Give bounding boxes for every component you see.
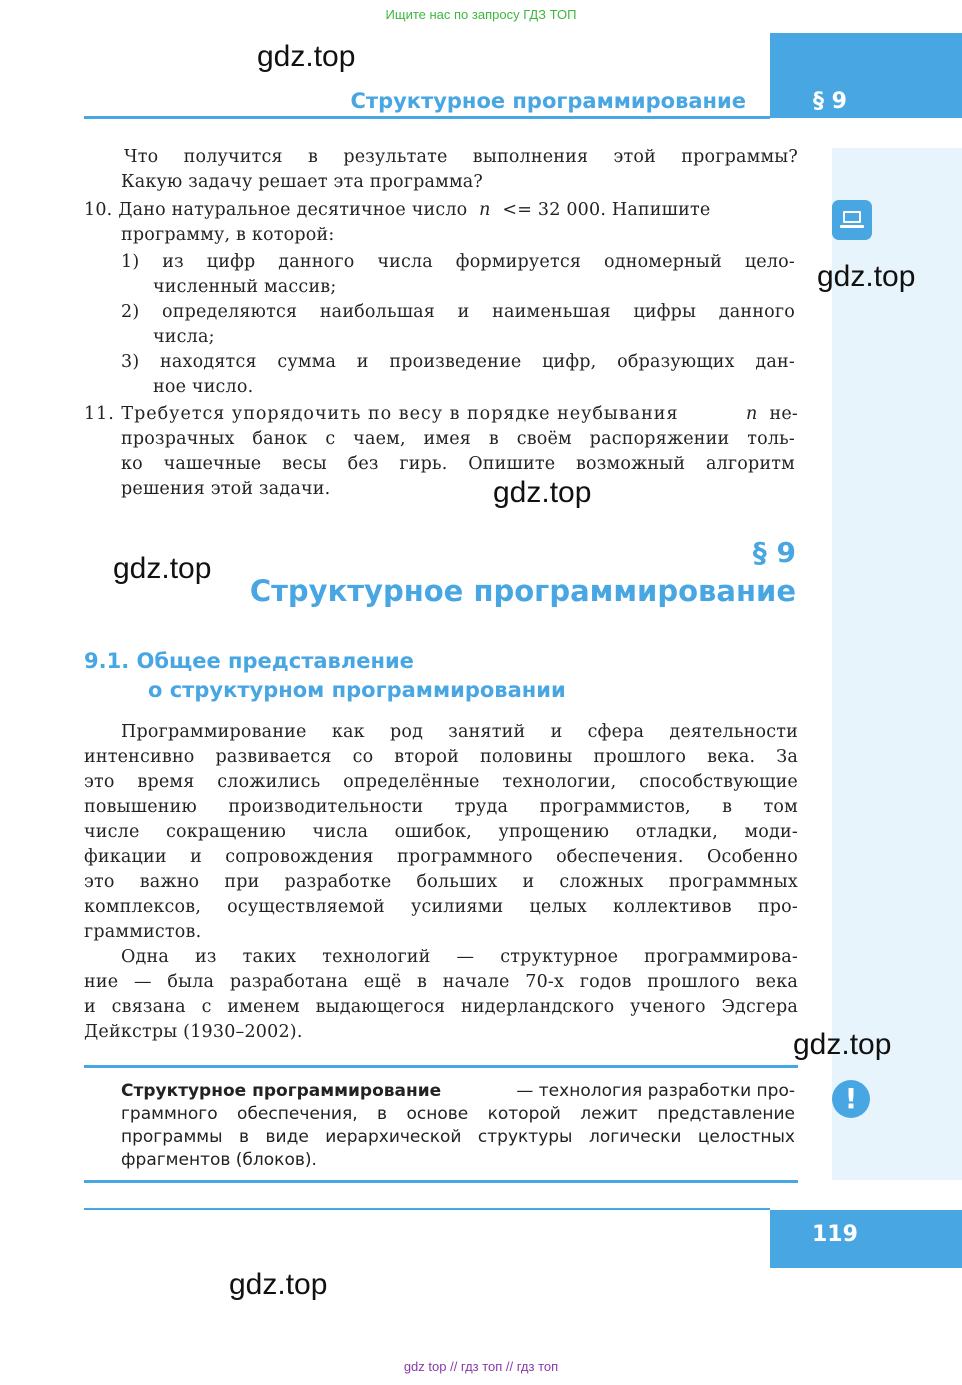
watermark: gdz.top bbox=[229, 1268, 328, 1301]
margin-strip bbox=[832, 148, 962, 1180]
definition-term: Структурное программирование bbox=[121, 1081, 442, 1101]
running-header-section: § 9 bbox=[813, 89, 847, 114]
watermark: gdz.top bbox=[113, 552, 212, 585]
variable-n: n bbox=[745, 404, 758, 424]
running-header-title: Структурное программирование bbox=[350, 89, 746, 113]
exercise-line: программу, в которой: bbox=[121, 225, 335, 245]
paragraph-line: интенсивно развивается со второй половины прошлого века. За bbox=[84, 747, 798, 767]
exercise-line: 1) из цифр данного числа формируется одномерный цело- bbox=[121, 252, 795, 272]
exercise-text: <= 32 000. Напишите bbox=[502, 200, 711, 220]
paragraph-line: комплексов, осуществляемой усилиями целых коллективов про- bbox=[84, 897, 798, 917]
definition-line: программы в виде иерархической структуры логически целостных bbox=[121, 1127, 795, 1147]
top-search-note: Ищите нас по запросу ГДЗ ТОП bbox=[385, 7, 577, 22]
computer-icon bbox=[832, 200, 872, 240]
paragraph-line: повышению производительности труда программистов, в том bbox=[84, 797, 798, 817]
page-number: 119 bbox=[812, 1222, 858, 1247]
definition-bottom-rule bbox=[84, 1180, 798, 1183]
paragraph-line: Программирование как род занятий и сфера деятельности bbox=[121, 722, 798, 742]
variable-n: n bbox=[479, 200, 491, 220]
exercise-line: 3) находятся сумма и произведение цифр, образующих дан- bbox=[121, 352, 795, 372]
section-title: Структурное программирование bbox=[249, 574, 796, 608]
exercise-line: ное число. bbox=[153, 377, 254, 397]
paragraph-line: Одна из таких технологий — структурное программирова- bbox=[121, 947, 798, 967]
definition-line: фрагментов (блоков). bbox=[121, 1150, 317, 1170]
paragraph-line: граммистов. bbox=[84, 922, 202, 942]
exercise-text: не- bbox=[769, 404, 798, 424]
watermark: gdz.top bbox=[817, 260, 916, 293]
watermark: gdz.top bbox=[493, 476, 592, 509]
exercise-line: Что получится в результате выполнения этой программы? bbox=[124, 147, 798, 167]
paragraph-line: Дейкстры (1930–2002). bbox=[84, 1022, 303, 1042]
paragraph-line: это важно при разработке больших и сложных программных bbox=[84, 872, 798, 892]
watermark: gdz.top bbox=[793, 1028, 892, 1061]
exercise-text: 10. Дано натуральное десятичное число bbox=[84, 200, 468, 220]
exercise-line: ко чашечные весы без гирь. Опишите возможный алгоритм bbox=[121, 454, 795, 474]
paragraph-line: и связана с именем выдающегося нидерландского ученого Эдсгера bbox=[84, 997, 798, 1017]
definition-line: граммного обеспечения, в основе которой лежит представление bbox=[121, 1104, 795, 1124]
exercise-line: числа; bbox=[153, 327, 215, 347]
paragraph-line: ние — была разработана ещё в начале 70-х годов прошлого века bbox=[84, 972, 798, 992]
header-rule bbox=[84, 116, 770, 119]
paragraph-line: это время сложились определённые технологии, способствующие bbox=[84, 772, 798, 792]
definition-text: — технология разработки про- bbox=[516, 1081, 795, 1101]
exercise-line: прозрачных банок с чаем, имея в своём распоряжении толь- bbox=[121, 429, 795, 449]
exclamation-icon: ! bbox=[832, 1080, 870, 1118]
exercise-line: 2) определяются наибольшая и наименьшая цифры данного bbox=[121, 302, 795, 322]
section-number: § 9 bbox=[752, 536, 796, 569]
subsection-title-line1: 9.1. Общее представление bbox=[84, 649, 414, 673]
footer-rule bbox=[84, 1208, 770, 1210]
paragraph-line: фикации и сопровождения программного обеспечения. Особенно bbox=[84, 847, 798, 867]
exercise-line: Какую задачу решает эта программа? bbox=[121, 172, 484, 192]
exercise-line: численный массив; bbox=[153, 277, 337, 297]
definition-line-1 bbox=[121, 1081, 795, 1101]
header-section-block bbox=[770, 33, 962, 118]
paragraph-line: числе сокращению числа ошибок, упрощению отладки, моди- bbox=[84, 822, 798, 842]
footer-page-block bbox=[770, 1210, 962, 1268]
exercise-10-line bbox=[84, 200, 710, 220]
bottom-note: gdz top // гдз топ // гдз топ bbox=[403, 1359, 559, 1374]
exercise-line: решения этой задачи. bbox=[121, 479, 331, 499]
watermark: gdz.top bbox=[257, 40, 356, 73]
subsection-title-line2: о структурном программировании bbox=[148, 678, 566, 702]
exercise-text: 11. Требуется упорядочить по весу в порядке неубывания bbox=[84, 404, 679, 424]
definition-top-rule bbox=[84, 1065, 798, 1068]
exercise-11-line bbox=[84, 404, 798, 424]
